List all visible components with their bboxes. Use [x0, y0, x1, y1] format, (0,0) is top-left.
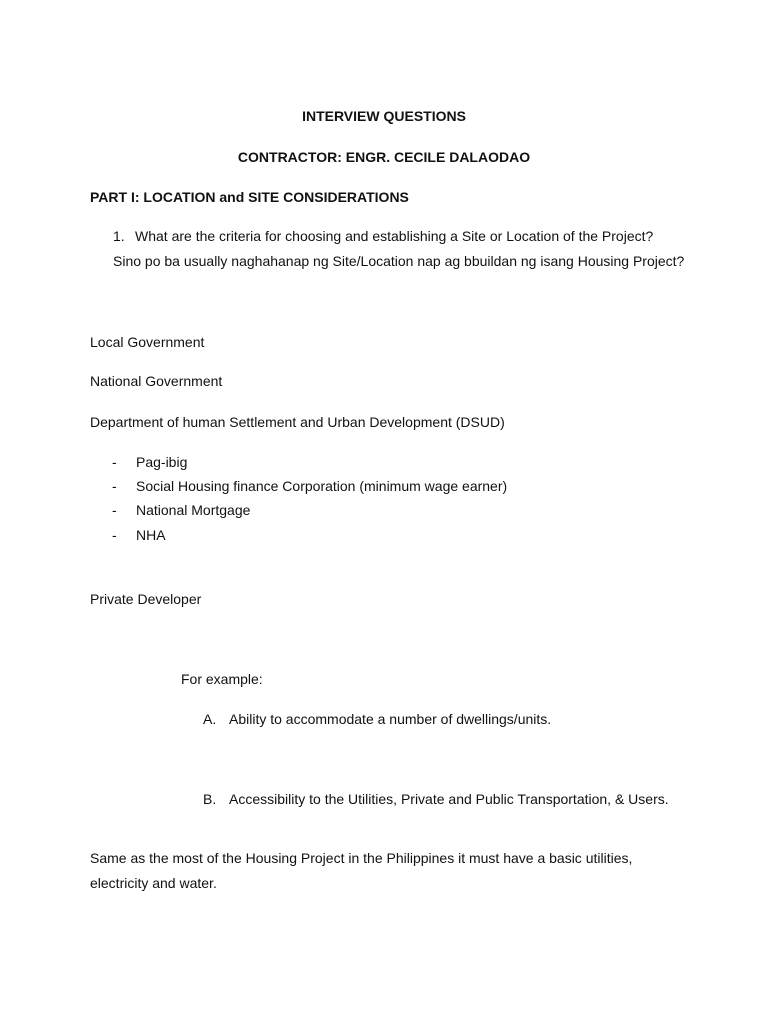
closing-paragraph-line-2: electricity and water.: [90, 875, 217, 891]
bullet-dash: -: [112, 478, 117, 494]
bullet-dash: -: [112, 502, 117, 518]
answer-private-developer: Private Developer: [90, 591, 202, 607]
list-item: [0, 453, 768, 471]
bullet-dash: -: [112, 454, 117, 470]
criteria-marker: A.: [203, 711, 217, 727]
answer-local-government: Local Government: [90, 334, 205, 350]
criteria-text: Ability to accommodate a number of dwellings/units.: [229, 711, 552, 727]
bullet-text: Pag-ibig: [136, 454, 188, 470]
bullet-text: NHA: [136, 527, 166, 543]
list-item: [0, 477, 768, 495]
answer-national-government: National Government: [90, 373, 223, 389]
bullet-text: National Mortgage: [136, 502, 251, 518]
question-1-followup: Sino po ba usually naghahanap ng Site/Location nap ag bbuildan ng isang Housing Project?: [113, 253, 685, 269]
bullet-dash: -: [112, 527, 117, 543]
document-title: INTERVIEW QUESTIONS: [302, 108, 466, 124]
part-heading: PART I: LOCATION and SITE CONSIDERATIONS: [90, 189, 409, 205]
question-1-text: What are the criteria for choosing and establishing a Site or Location of the Project?: [135, 228, 654, 244]
question-1-number: 1.: [113, 228, 125, 244]
criteria-text: Accessibility to the Utilities, Private and Public Transportation, & Users.: [229, 791, 669, 807]
closing-paragraph-line-1: Same as the most of the Housing Project in the Philippines it must have a basic utilities,: [90, 850, 633, 866]
answer-department: Department of human Settlement and Urban Development (DSUD): [90, 414, 505, 430]
list-item: [0, 526, 768, 544]
list-item: [0, 501, 768, 519]
bullet-text: Social Housing finance Corporation (minimum wage earner): [136, 478, 508, 494]
for-example-label: For example:: [181, 671, 263, 687]
contractor-heading: CONTRACTOR: ENGR. CECILE DALAODAO: [237, 149, 531, 165]
criteria-marker: B.: [203, 791, 217, 807]
